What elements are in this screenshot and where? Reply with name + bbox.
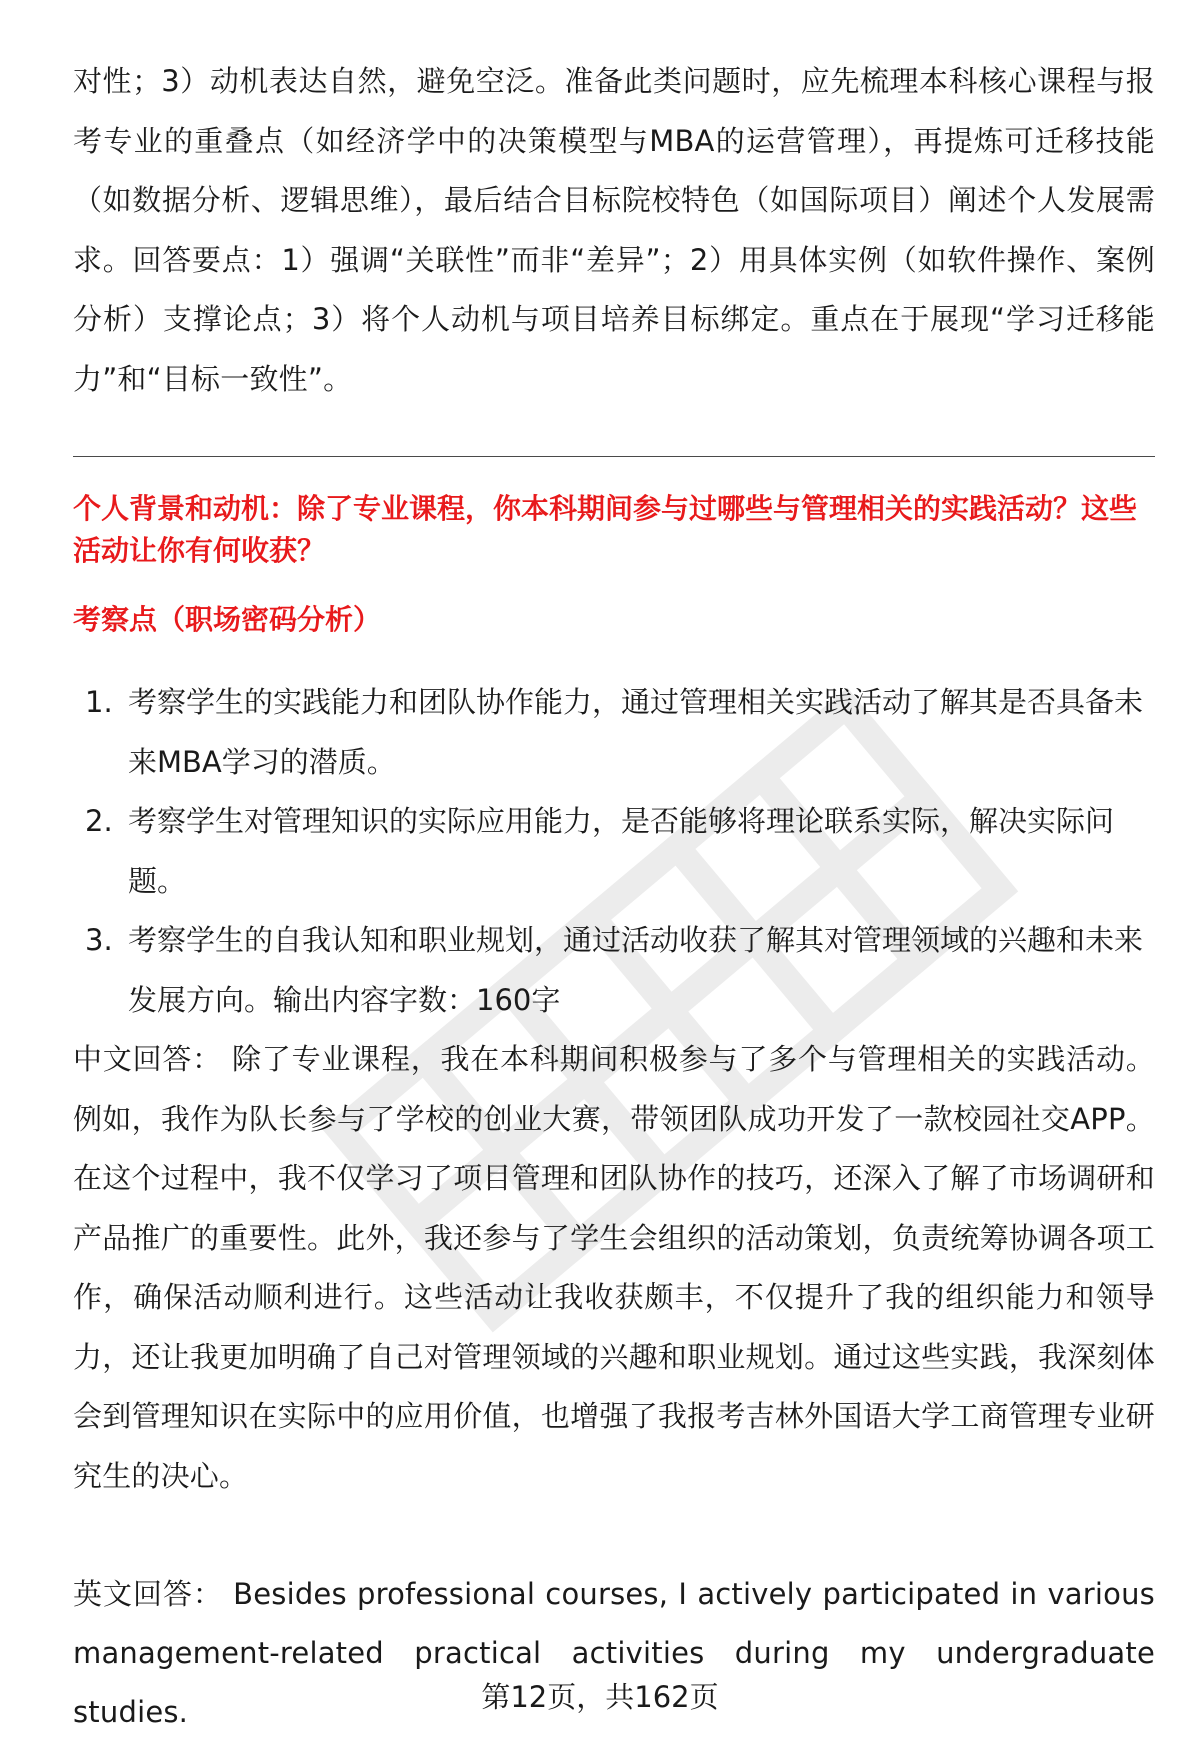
exam-points-heading: 考察点（职场密码分析） <box>73 603 382 636</box>
chinese-answer-text: 除了专业课程，我在本科期间积极参与了多个与管理相关的实践活动。例如，我作为队长参与了学校的创业大赛，带领团队成功开发了一款校园社交APP。在这个过程中，我不仅学习了项目管理和团队协作的技巧，还深入了解了市场调研和产品推广的重要性。此外，我还参与了学生会组织的活动策划，负责统筹协调各项工作，确保活动顺利进行。这些活动让我收获颇丰，不仅提升了我的组织能力和领导力，还让我更加明确了自己对管理领域的兴趣和职业规划。通过这些实践，我深刻体会到管理知识在实际中的应用价值，也增强了我报考吉林外国语大学工商管理专业研究生的决心。 <box>73 1042 1155 1493</box>
intro-block <box>73 52 1155 409</box>
list-item-text: 考察学生对管理知识的实际应用能力，是否能够将理论联系实际，解决实际问题。 <box>128 804 1115 898</box>
english-answer-text: Besides professional courses, I actively participated in various management-related practical activities during my undergraduate studies. <box>73 1577 1155 1729</box>
page-number-footer: 第12页，共162页 <box>481 1680 719 1714</box>
chinese-answer-block <box>73 1030 1155 1506</box>
intro-paragraph: 对性；3）动机表达自然，避免空泛。准备此类问题时，应先梳理本科核心课程与报考专业的重叠点（如经济学中的决策模型与MBA的运营管理），再提炼可迁移技能（如数据分析、逻辑思维），最后结合目标院校特色（如国际项目）阐述个人发展需求。回答要点：1）强调“关联性”而非“差异”；2）用具体实例（如软件操作、案例分析）支撑论点；3）将个人动机与项目培养目标绑定。重点在于展现“学习迁移能力”和“目标一致性”。 <box>73 64 1155 396</box>
list-item <box>73 911 1155 1030</box>
list-item-number: 2. <box>85 804 113 838</box>
list-item-text: 考察学生的自我认知和职业规划，通过活动收获了解其对管理领域的兴趣和未来发展方向。输出内容字数：160字 <box>128 923 1144 1017</box>
section-divider <box>73 456 1155 457</box>
list-item-text: 考察学生的实践能力和团队协作能力，通过管理相关实践活动了解其是否具备未来MBA学习的潜质。 <box>128 685 1144 779</box>
chinese-answer-label: 中文回答： <box>73 1042 222 1076</box>
list-item <box>73 673 1155 792</box>
english-answer-label: 英文回答： <box>73 1577 223 1611</box>
list-item-number: 3. <box>85 923 113 957</box>
question-heading: 个人背景和动机：除了专业课程，你本科期间参与过哪些与管理相关的实践活动？这些活动让你有何收获？ <box>73 492 1138 567</box>
exam-points-list <box>73 673 1155 1030</box>
list-item <box>73 792 1155 911</box>
list-item-number: 1. <box>85 685 113 719</box>
chinese-answer-paragraph <box>73 1030 1155 1506</box>
